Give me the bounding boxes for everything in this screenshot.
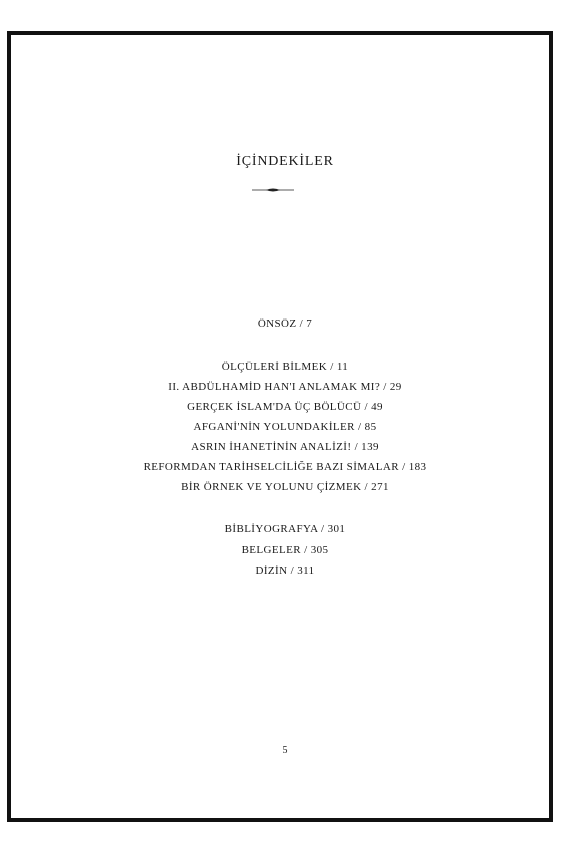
toc-entry-back-matter: DİZİN / 311	[255, 565, 315, 577]
toc-entry-preface: ÖNSÖZ / 7	[257, 318, 313, 330]
page-number: 5	[282, 745, 288, 756]
toc-entry-chapter: ÖLÇÜLERİ BİLMEK / 11	[221, 361, 349, 373]
toc-entry-chapter: BİR ÖRNEK VE YOLUNU ÇİZMEK / 271	[181, 481, 389, 493]
toc-entry-chapter: GERÇEK İSLAM'DA ÜÇ BÖLÜCÜ / 49	[187, 401, 383, 413]
toc-entry-back-matter: BELGELER / 305	[241, 544, 329, 556]
toc-entry-back-matter: BİBLİYOGRAFYA / 301	[224, 523, 346, 535]
toc-entry-chapter: AFGANİ'NİN YOLUNDAKİLER / 85	[193, 421, 377, 433]
toc-entry-chapter: ASRIN İHANETİNİN ANALİZİ! / 139	[191, 441, 379, 453]
toc-entry-chapter: II. ABDÜLHAMİD HAN'I ANLAMAK MI? / 29	[168, 381, 402, 393]
toc-entry-chapter: REFORMDAN TARİHSELCİLİĞE BAZI SİMALAR / 183	[143, 461, 427, 473]
flourish-divider-icon	[252, 187, 294, 193]
toc-title: İÇİNDEKİLER	[236, 154, 334, 169]
